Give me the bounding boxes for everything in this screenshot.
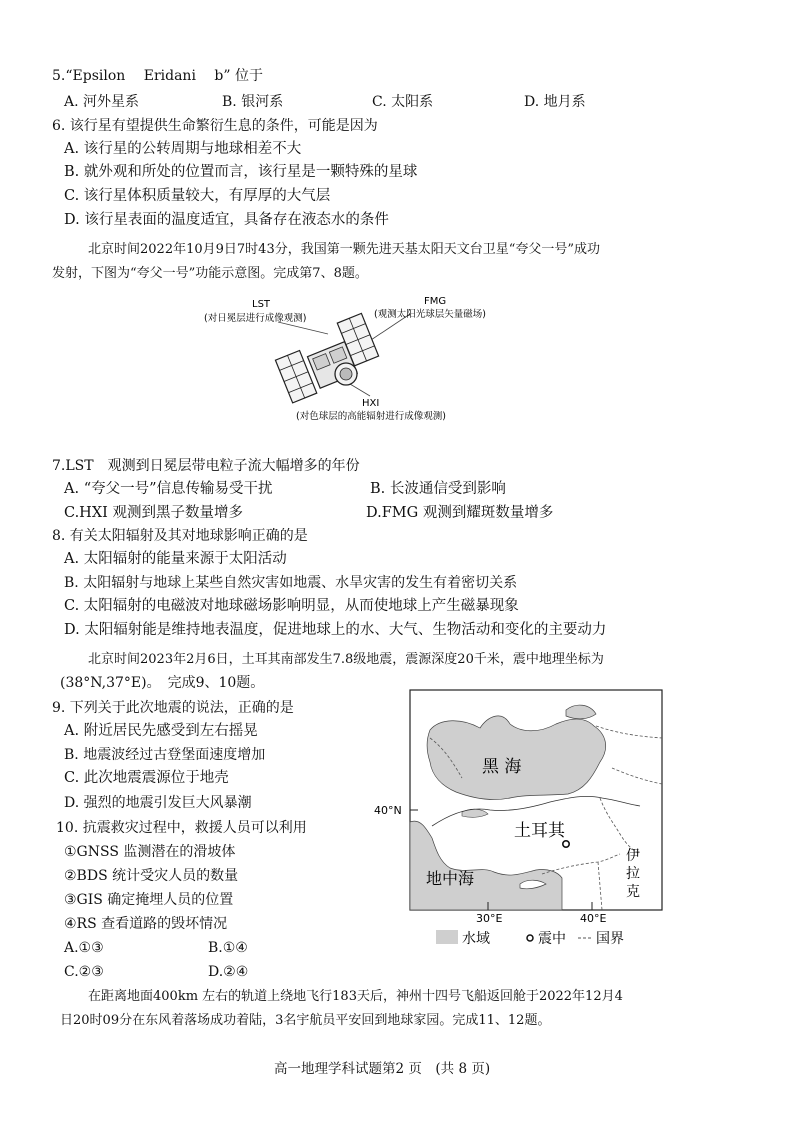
iraq-label-2: 拉 bbox=[626, 866, 640, 882]
mediterranean-label: 地中海 bbox=[426, 869, 475, 888]
q10-item-3: ③GIS 确定掩埋人员的位置 bbox=[64, 892, 234, 908]
legend-border-label: 国界 bbox=[596, 931, 624, 947]
q7-option-c: C.HXI 观测到黑子数量增多 bbox=[64, 505, 243, 521]
q5-stem: 5.“Epsilon Eridani b” 位于 bbox=[52, 68, 263, 84]
hxi-label: HXI bbox=[362, 398, 380, 409]
q9-option-d: D. 强烈的地震引发巨大风暴潮 bbox=[64, 795, 252, 811]
q5-option-d: D. 地月系 bbox=[524, 94, 586, 110]
turkey-region-map bbox=[370, 688, 670, 958]
q9-option-b: B. 地震波经过古登堡面速度增加 bbox=[64, 747, 266, 763]
turkey-label: 土耳其 bbox=[514, 821, 565, 841]
iraq-label-1: 伊 bbox=[626, 848, 640, 864]
q6-option-a: A. 该行星的公转周期与地球相差不大 bbox=[64, 141, 302, 157]
q8-option-c: C. 太阳辐射的电磁波对地球磁场影响明显，从而使地球上产生磁暴现象 bbox=[64, 598, 519, 614]
q5-option-b: B. 银河系 bbox=[222, 94, 284, 110]
q5-option-c: C. 太阳系 bbox=[372, 94, 434, 110]
lon-40-label: 40°E bbox=[580, 912, 607, 925]
satellite-figure bbox=[200, 292, 510, 426]
q5-option-a: A. 河外星系 bbox=[64, 94, 140, 110]
q10-option-b: B.①④ bbox=[208, 940, 248, 956]
q8-option-b: B. 太阳辐射与地球上某些自然灾害如地震、水旱灾害的发生有着密切关系 bbox=[64, 575, 518, 591]
q9-option-a: A. 附近居民先感受到左右摇晃 bbox=[64, 723, 258, 739]
q10-item-2: ②BDS 统计受灾人员的数量 bbox=[64, 868, 239, 884]
q7-option-b: B. 长波通信受到影响 bbox=[370, 481, 506, 497]
q10-item-4: ④RS 查看道路的毁坏情况 bbox=[64, 916, 228, 932]
q6-option-c: C. 该行星体积质量较大，有厚厚的大气层 bbox=[64, 188, 331, 204]
hxi-description: (对色球层的高能辐射进行成像观测) bbox=[296, 411, 446, 422]
iraq-label-3: 克 bbox=[626, 884, 640, 900]
lst-label: LST bbox=[252, 299, 271, 310]
q10-option-a: A.①③ bbox=[64, 940, 104, 956]
q6-option-b: B. 就外观和所处的位置而言，该行星是一颗特殊的星球 bbox=[64, 164, 418, 180]
fmg-label: FMG bbox=[424, 296, 447, 307]
q8-option-d: D. 太阳辐射能是维持地表温度，促进地球上的水、大气、生物活动和变化的主要动力 bbox=[64, 622, 607, 638]
passage-11-12-line2: 日20时09分在东风着落场成功着陆，3名宇航员平安回到地球家园。完成11、12题。 bbox=[60, 1013, 551, 1028]
q9-stem: 9. 下列关于此次地震的说法，正确的是 bbox=[52, 700, 294, 716]
q8-stem: 8. 有关太阳辐射及其对地球影响正确的是 bbox=[52, 528, 308, 544]
lat-40-label: 40°N bbox=[374, 804, 402, 817]
lst-description: (对日冕层进行成像观测) bbox=[204, 313, 307, 324]
q7-stem: 7.LST 观测到日冕层带电粒子流大幅增多的年份 bbox=[52, 458, 360, 474]
q10-option-d: D.②④ bbox=[208, 964, 249, 980]
passage-7-8-line2: 发射，下图为“夸父一号”功能示意图。完成第7、8题。 bbox=[52, 266, 368, 281]
lon-30-label: 30°E bbox=[476, 912, 503, 925]
legend-water-swatch bbox=[436, 930, 458, 944]
q9-option-c: C. 此次地震震源位于地壳 bbox=[64, 770, 229, 786]
black-sea-label: 黑 海 bbox=[482, 757, 522, 777]
legend-epicenter-symbol bbox=[527, 935, 533, 941]
q7-option-a: A. “夸父一号”信息传输易受干扰 bbox=[64, 481, 273, 497]
passage-11-12-line1: 在距离地面400km 左右的轨道上绕地飞行183天后，神州十四号飞船返回舱于2022年12月4 bbox=[88, 989, 623, 1004]
q10-item-1: ①GNSS 监测潜在的滑坡体 bbox=[64, 844, 236, 860]
q7-option-d: D.FMG 观测到耀斑数量增多 bbox=[366, 505, 554, 521]
passage-9-10-line2: (38°N,37°E)。 完成9、10题。 bbox=[60, 675, 265, 691]
legend-epicenter-label: 震中 bbox=[538, 931, 566, 947]
q8-option-a: A. 太阳辐射的能量来源于太阳活动 bbox=[64, 551, 287, 567]
q10-option-c: C.②③ bbox=[64, 964, 104, 980]
fmg-description: (观测太阳光球层矢量磁场) bbox=[374, 309, 486, 320]
hxi-leader-line bbox=[350, 384, 370, 396]
q6-option-d: D. 该行星表面的温度适宜，具备存在液态水的条件 bbox=[64, 212, 389, 228]
passage-7-8-line1: 北京时间2022年10月9日7时43分，我国第一颗先进天基太阳天文台卫星“夸父一号”成功 bbox=[88, 242, 601, 257]
page-footer: 高一地理学科试题第2 页 (共 8 页) bbox=[274, 1061, 491, 1077]
q10-stem: 10. 抗震救灾过程中，救援人员可以利用 bbox=[56, 820, 307, 836]
q6-stem: 6. 该行星有望提供生命繁衍生息的条件，可能是因为 bbox=[52, 118, 378, 134]
passage-9-10-line1: 北京时间2023年2月6日，土耳其南部发生7.8级地震，震源深度20千米，震中地理坐标为 bbox=[88, 652, 604, 667]
epicenter-marker bbox=[563, 841, 569, 847]
legend-water-label: 水域 bbox=[462, 931, 490, 947]
